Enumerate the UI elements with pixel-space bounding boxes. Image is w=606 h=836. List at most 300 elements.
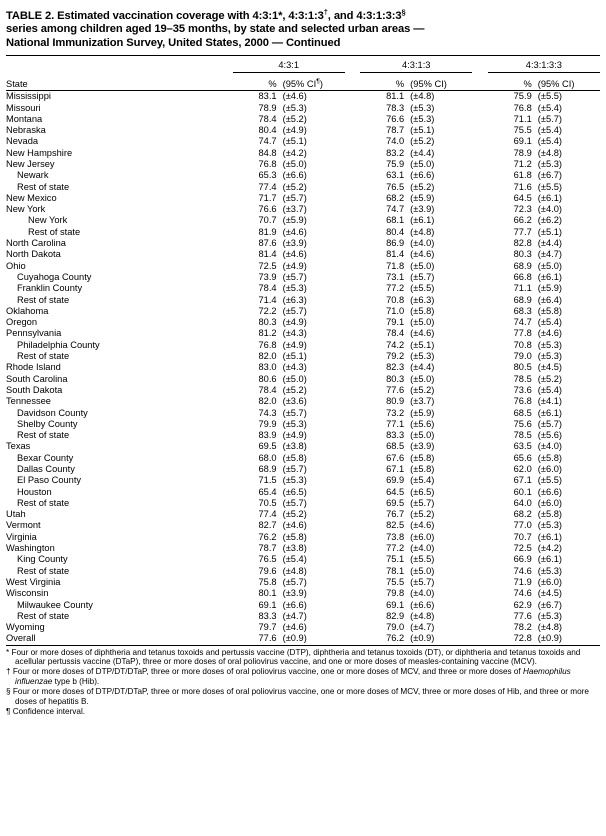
row-ci-431: (±3.9) [282, 588, 307, 599]
table-row [6, 272, 600, 283]
row-pct-431: 74.7 [258, 136, 277, 147]
row-ci-431: (±5.3) [282, 475, 307, 486]
row-ci-431: (±3.7) [282, 204, 307, 215]
row-pct-4313: 82.9 [386, 610, 405, 621]
row-pct-4313: 82.3 [386, 362, 405, 373]
row-pct-43133: 69.1 [513, 136, 532, 147]
row-pct-4313: 73.1 [386, 271, 405, 282]
row-ci-43133: (±4.0) [537, 441, 562, 452]
group-header-row [6, 60, 600, 74]
row-pct-43133: 62.0 [513, 464, 532, 474]
row-gap [345, 261, 360, 272]
row-state-label: Rest of state [17, 610, 70, 621]
table-body [6, 91, 600, 645]
row-ci-43133: (±5.1) [537, 226, 562, 237]
table-row [6, 487, 600, 498]
row-gap [345, 295, 360, 306]
row-ci-431: (±4.6) [282, 91, 307, 102]
table-row [6, 182, 600, 193]
row-pct-431: 77.6 [258, 633, 277, 644]
row-pct-43133: 70.7 [513, 531, 532, 542]
table-row [6, 114, 600, 125]
row-gap [345, 204, 360, 215]
row-gap [472, 385, 487, 396]
row-pct-43133: 68.9 [513, 294, 532, 305]
row-state-label: Oklahoma [6, 305, 49, 316]
row-pct-431: 69.5 [258, 441, 277, 452]
row-ci-431: (±6.5) [282, 486, 307, 497]
row-pct-43133: 72.8 [513, 633, 532, 644]
row-gap [345, 340, 360, 351]
row-ci-4313: (±4.8) [410, 91, 435, 102]
row-state-label: El Paso County [17, 475, 82, 486]
table-row [6, 328, 600, 339]
subheader-gap-1 [345, 76, 360, 90]
row-pct-4313: 79.2 [386, 351, 405, 362]
row-pct-431: 72.2 [258, 305, 277, 316]
row-pct-431: 65.4 [258, 486, 277, 497]
table-row [6, 340, 600, 351]
row-state-label: Vermont [6, 520, 41, 531]
row-gap [472, 374, 487, 385]
table-row [6, 249, 600, 260]
row-pct-4313: 70.8 [386, 294, 405, 305]
row-ci-4313: (±0.9) [410, 633, 435, 644]
row-gap [472, 532, 487, 543]
row-state-label: Overall [6, 633, 36, 644]
row-pct-431: 79.6 [258, 565, 277, 576]
row-gap [472, 204, 487, 215]
row-gap [345, 487, 360, 498]
row-gap [472, 114, 487, 125]
column-header-pct-431: % [268, 78, 277, 89]
table-row [6, 261, 600, 272]
row-pct-4313: 81.1 [386, 91, 405, 102]
row-gap [345, 633, 360, 644]
row-pct-43133: 64.5 [513, 192, 532, 203]
table-title [6, 5, 600, 51]
row-pct-4313: 78.3 [386, 102, 405, 113]
row-gap [345, 215, 360, 226]
row-gap [345, 532, 360, 543]
row-ci-43133: (±4.4) [537, 238, 562, 249]
table-row [6, 532, 600, 543]
row-state-label: Missouri [6, 102, 41, 113]
table-row [6, 385, 600, 396]
row-state-label: Rest of state [17, 351, 70, 362]
row-gap [345, 227, 360, 238]
row-ci-43133: (±6.1) [537, 531, 562, 542]
body-divider [6, 645, 600, 646]
row-ci-4313: (±4.8) [410, 226, 435, 237]
footnotes [6, 648, 600, 717]
vaccination-table-body [6, 91, 600, 645]
row-pct-431: 80.6 [258, 373, 277, 384]
row-state-label: Newark [17, 170, 49, 181]
row-ci-4313: (±5.1) [410, 339, 435, 350]
row-pct-4313: 81.4 [386, 249, 405, 260]
row-gap [345, 408, 360, 419]
row-state-label: Rhode Island [6, 362, 61, 373]
row-pct-431: 83.0 [258, 362, 277, 373]
row-state-label: Texas [6, 441, 31, 452]
row-pct-4313: 83.2 [386, 147, 405, 158]
row-ci-43133: (±6.4) [537, 294, 562, 305]
row-state-label: North Carolina [6, 238, 66, 249]
row-gap [472, 328, 487, 339]
table-row [6, 577, 600, 588]
row-state-label: Philadelphia County [17, 339, 100, 350]
table-row [6, 193, 600, 204]
row-gap [345, 441, 360, 452]
row-gap [472, 362, 487, 373]
table-row [6, 600, 600, 611]
table-row [6, 227, 600, 238]
row-state-label: Dallas County [17, 464, 75, 474]
table-row [6, 441, 600, 452]
row-state-label: Utah [6, 509, 26, 520]
row-gap [472, 441, 487, 452]
row-ci-4313: (±3.9) [410, 204, 435, 215]
row-ci-43133: (±6.0) [537, 576, 562, 587]
footnote-text: Four or more doses of DTP/DT/DTaP, three or more doses of oral poliovirus vaccine, one or more doses of MCV, and three or more doses of [12, 667, 523, 677]
row-ci-4313: (±5.4) [410, 475, 435, 486]
table-row [6, 396, 600, 407]
row-pct-4313: 77.1 [386, 418, 405, 429]
row-pct-431: 76.8 [258, 158, 277, 169]
row-ci-431: (±4.3) [282, 362, 307, 373]
row-gap [345, 306, 360, 317]
table-row [6, 419, 600, 430]
row-state-label: Davidson County [17, 407, 88, 418]
footnote-text: Four or more doses of diphtheria and tetanus toxoids and pertussis vaccine (DTP), diphtheria and tetanus toxoids (DT), or diphtheria and tetanus toxoids and acellular pertussis vaccine (DTaP), three or more doses of oral poliovirus vaccine, and one or more doses of measles-containing vaccine (MCV). [11, 647, 581, 667]
row-pct-43133: 68.2 [513, 509, 532, 520]
row-pct-431: 78.9 [258, 102, 277, 113]
row-gap [345, 136, 360, 147]
group-header-431: 4:3:1 [233, 60, 345, 74]
row-pct-4313: 68.2 [386, 192, 405, 203]
row-gap [345, 498, 360, 509]
row-pct-43133: 65.6 [513, 452, 532, 463]
table-row [6, 430, 600, 441]
footnote-italic-term: Haemophilus influenzae [15, 667, 571, 687]
row-state-label: New Hampshire [6, 147, 73, 158]
row-pct-43133: 80.3 [513, 249, 532, 260]
row-ci-43133: (±5.4) [537, 102, 562, 113]
footnote [6, 707, 600, 717]
row-state-label: Oregon [6, 317, 38, 328]
row-gap [345, 351, 360, 362]
footnote-marker: § [6, 687, 13, 697]
row-pct-43133: 77.0 [513, 520, 532, 531]
table-row [6, 509, 600, 520]
row-pct-431: 76.6 [258, 204, 277, 215]
row-ci-4313: (±4.0) [410, 588, 435, 599]
column-header-ci-43133: (95% CI) [537, 78, 575, 89]
row-state-label: Pennsylvania [6, 328, 62, 339]
table-row [6, 498, 600, 509]
row-pct-4313: 86.9 [386, 238, 405, 249]
row-ci-43133: (±6.1) [537, 192, 562, 203]
row-pct-43133: 61.8 [513, 170, 532, 181]
row-pct-43133: 74.7 [513, 317, 532, 328]
row-pct-431: 79.7 [258, 622, 277, 633]
footnote-marker: ¶ [6, 706, 13, 716]
row-state-label: New Jersey [6, 158, 55, 169]
row-pct-4313: 77.2 [386, 543, 405, 554]
row-ci-43133: (±5.0) [537, 260, 562, 271]
row-ci-431: (±5.2) [282, 509, 307, 520]
row-pct-4313: 78.1 [386, 565, 405, 576]
row-pct-43133: 80.5 [513, 362, 532, 373]
row-state-label: Ohio [6, 260, 26, 271]
row-pct-43133: 75.6 [513, 418, 532, 429]
table-row [6, 238, 600, 249]
row-pct-4313: 71.0 [386, 305, 405, 316]
row-pct-4313: 77.2 [386, 283, 405, 294]
row-ci-4313: (±5.6) [410, 418, 435, 429]
row-ci-431: (±5.0) [282, 158, 307, 169]
row-ci-43133: (±5.7) [537, 113, 562, 124]
row-state-label: New York [6, 204, 46, 215]
row-ci-43133: (±6.7) [537, 170, 562, 181]
row-pct-431: 77.4 [258, 509, 277, 520]
row-gap [472, 91, 487, 102]
row-state-label: Nebraska [6, 125, 46, 136]
row-ci-43133: (±4.8) [537, 622, 562, 633]
row-pct-431: 81.2 [258, 328, 277, 339]
row-ci-43133: (±4.6) [537, 328, 562, 339]
row-ci-4313: (±5.0) [410, 260, 435, 271]
row-ci-431: (±4.9) [282, 339, 307, 350]
row-state-label: Montana [6, 113, 43, 124]
table-row [6, 566, 600, 577]
row-ci-431: (±4.6) [282, 622, 307, 633]
row-pct-43133: 64.0 [513, 497, 532, 508]
row-pct-43133: 68.9 [513, 260, 532, 271]
row-state-label: New York [28, 215, 68, 226]
row-ci-43133: (±5.9) [537, 283, 562, 294]
table-row [6, 554, 600, 565]
row-ci-4313: (±3.7) [410, 396, 435, 407]
row-ci-4313: (±5.5) [410, 554, 435, 565]
row-ci-431: (±5.3) [282, 418, 307, 429]
row-gap [345, 554, 360, 565]
row-gap [472, 487, 487, 498]
row-ci-431: (±4.9) [282, 430, 307, 441]
row-ci-43133: (±5.3) [537, 610, 562, 621]
row-pct-431: 71.5 [258, 475, 277, 486]
row-pct-4313: 76.6 [386, 113, 405, 124]
row-ci-4313: (±4.6) [410, 328, 435, 339]
row-ci-431: (±5.2) [282, 181, 307, 192]
row-gap [345, 374, 360, 385]
title-line-1: TABLE 2. Estimated vaccination coverage with 4:3:1*, 4:3:1:3†, and 4:3:1:3:3§ [6, 7, 406, 22]
row-pct-431: 69.1 [258, 599, 277, 610]
row-ci-4313: (±5.0) [410, 373, 435, 384]
row-ci-431: (±5.8) [282, 531, 307, 542]
table-row [6, 317, 600, 328]
row-gap [345, 577, 360, 588]
row-pct-43133: 68.3 [513, 305, 532, 316]
row-ci-431: (±5.7) [282, 305, 307, 316]
row-pct-431: 78.7 [258, 543, 277, 554]
row-pct-43133: 74.6 [513, 588, 532, 599]
row-state-label: Bexar County [17, 452, 74, 463]
row-pct-4313: 80.9 [386, 396, 405, 407]
row-ci-43133: (±4.2) [537, 543, 562, 554]
row-ci-43133: (±4.0) [537, 204, 562, 215]
row-gap [472, 215, 487, 226]
row-ci-431: (±5.2) [282, 384, 307, 395]
row-state-label: Mississippi [6, 91, 51, 102]
row-pct-431: 80.3 [258, 317, 277, 328]
row-pct-43133: 77.7 [513, 226, 532, 237]
row-ci-431: (±5.2) [282, 113, 307, 124]
row-state-label: Shelby County [17, 418, 78, 429]
row-ci-431: (±5.7) [282, 497, 307, 508]
row-ci-43133: (±5.6) [537, 430, 562, 441]
row-ci-4313: (±4.6) [410, 520, 435, 531]
row-gap [345, 520, 360, 531]
row-ci-431: (±4.7) [282, 610, 307, 621]
row-ci-43133: (±4.7) [537, 249, 562, 260]
row-pct-4313: 69.9 [386, 475, 405, 486]
row-gap [472, 238, 487, 249]
row-ci-43133: (±4.8) [537, 147, 562, 158]
row-gap [472, 419, 487, 430]
row-pct-431: 75.8 [258, 576, 277, 587]
table-row [6, 295, 600, 306]
row-ci-43133: (±5.3) [537, 158, 562, 169]
column-header-state: State [6, 78, 28, 89]
row-ci-4313: (±5.5) [410, 283, 435, 294]
header-gap-1 [345, 60, 360, 74]
row-gap [472, 475, 487, 486]
row-pct-4313: 75.1 [386, 554, 405, 565]
row-gap [345, 385, 360, 396]
table-row [6, 588, 600, 599]
row-ci-431: (±5.3) [282, 283, 307, 294]
row-pct-4313: 78.4 [386, 328, 405, 339]
row-gap [345, 249, 360, 260]
row-pct-431: 70.7 [258, 215, 277, 226]
row-pct-4313: 76.7 [386, 509, 405, 520]
row-pct-431: 83.9 [258, 430, 277, 441]
row-pct-431: 82.7 [258, 520, 277, 531]
row-gap [345, 453, 360, 464]
row-ci-4313: (±6.1) [410, 215, 435, 226]
row-pct-4313: 76.2 [386, 633, 405, 644]
row-ci-43133: (±5.4) [537, 384, 562, 395]
row-pct-43133: 78.9 [513, 147, 532, 158]
row-gap [345, 328, 360, 339]
group-header-43133: 4:3:1:3:3 [488, 60, 600, 74]
table-row [6, 475, 600, 486]
row-pct-431: 80.1 [258, 588, 277, 599]
row-ci-431: (±4.8) [282, 565, 307, 576]
row-pct-43133: 76.8 [513, 102, 532, 113]
table-row [6, 374, 600, 385]
row-gap [345, 464, 360, 475]
row-state-label: Rest of state [17, 294, 70, 305]
row-ci-43133: (±4.5) [537, 362, 562, 373]
row-pct-431: 83.1 [258, 91, 277, 102]
row-ci-431: (±5.0) [282, 373, 307, 384]
table-row [6, 136, 600, 147]
column-header-pct-4313: % [395, 78, 405, 89]
row-pct-4313: 78.7 [386, 125, 405, 136]
row-ci-431: (±3.8) [282, 441, 307, 452]
row-gap [472, 520, 487, 531]
row-ci-431: (±5.7) [282, 407, 307, 418]
row-ci-43133: (±5.3) [537, 520, 562, 531]
row-gap [472, 136, 487, 147]
row-pct-43133: 76.8 [513, 396, 532, 407]
row-ci-431: (±5.1) [282, 136, 307, 147]
table-row [6, 633, 600, 644]
table-row [6, 622, 600, 633]
row-ci-431: (±0.9) [282, 633, 307, 644]
row-pct-431: 81.4 [258, 249, 277, 260]
row-pct-43133: 78.2 [513, 622, 532, 633]
row-ci-4313: (±5.0) [410, 565, 435, 576]
row-pct-431: 84.8 [258, 147, 277, 158]
row-ci-4313: (±6.6) [410, 599, 435, 610]
row-ci-431: (±5.7) [282, 464, 307, 474]
row-gap [472, 554, 487, 565]
table-row [6, 91, 600, 102]
row-pct-4313: 79.1 [386, 317, 405, 328]
row-pct-43133: 71.1 [513, 283, 532, 294]
row-ci-4313: (±5.9) [410, 407, 435, 418]
row-pct-431: 74.3 [258, 407, 277, 418]
row-ci-43133: (±5.3) [537, 339, 562, 350]
row-state-label: Virginia [6, 531, 37, 542]
table-row [6, 543, 600, 554]
footnote [6, 667, 600, 686]
row-ci-43133: (±5.8) [537, 452, 562, 463]
row-gap [345, 91, 360, 102]
row-pct-4313: 73.2 [386, 407, 405, 418]
table-row [6, 170, 600, 181]
row-ci-4313: (±4.0) [410, 238, 435, 249]
row-ci-4313: (±5.8) [410, 305, 435, 316]
row-pct-4313: 63.1 [386, 170, 405, 181]
table-row [6, 306, 600, 317]
row-gap [472, 588, 487, 599]
row-gap [472, 125, 487, 136]
table-row [6, 215, 600, 226]
row-pct-4313: 76.5 [386, 181, 405, 192]
row-pct-431: 68.9 [258, 464, 277, 474]
row-ci-43133: (±5.2) [537, 373, 562, 384]
row-ci-43133: (±6.0) [537, 497, 562, 508]
table-row [6, 453, 600, 464]
row-ci-43133: (±5.5) [537, 475, 562, 486]
row-state-label: Rest of state [17, 181, 70, 192]
row-state-label: Cuyahoga County [17, 271, 92, 282]
row-gap [472, 622, 487, 633]
row-ci-4313: (±5.0) [410, 430, 435, 441]
row-pct-43133: 71.6 [513, 181, 532, 192]
row-ci-431: (±5.1) [282, 351, 307, 362]
row-state-label: Houston [17, 486, 52, 497]
row-ci-4313: (±5.3) [410, 102, 435, 113]
row-ci-431: (±6.3) [282, 294, 307, 305]
row-pct-4313: 71.8 [386, 260, 405, 271]
row-ci-43133: (±5.5) [537, 91, 562, 102]
